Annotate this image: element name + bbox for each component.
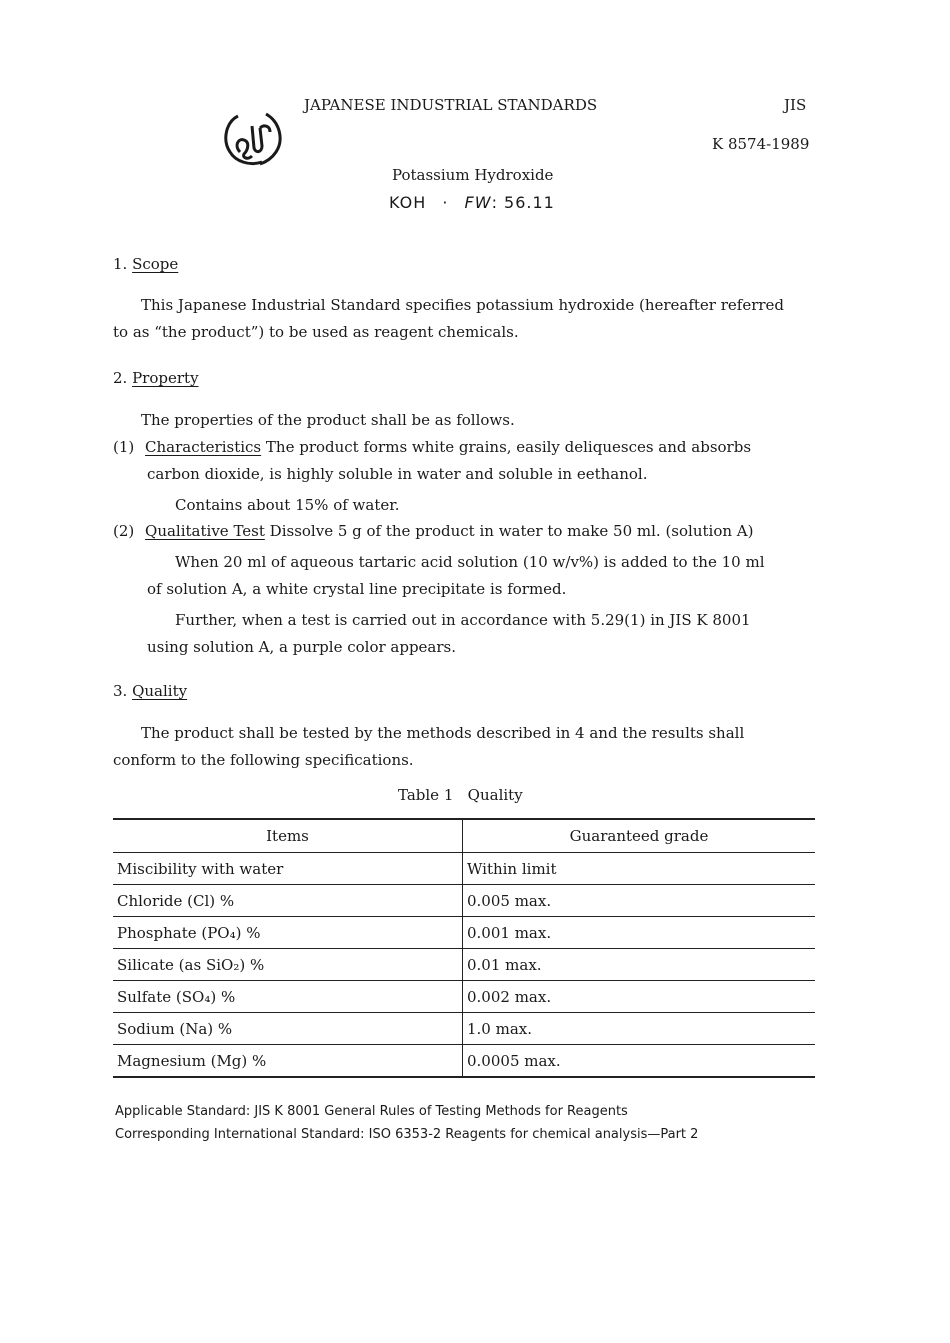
property-item-2-line-2: When 20 ml of aqueous tartaric acid solution (10 w/v%) is added to the 10 ml xyxy=(175,553,765,571)
fw-label: FW xyxy=(464,193,492,212)
item-cell: Silicate (as SiO₂) % xyxy=(113,949,463,981)
jis-label: JIS xyxy=(784,96,807,114)
scope-line-2: to as “the product”) to be used as reagent chemicals. xyxy=(113,323,519,341)
item-cell: Sodium (Na) % xyxy=(113,1013,463,1045)
property-item-1-line-3: Contains about 15% of water. xyxy=(175,496,400,514)
table-row xyxy=(113,1045,815,1078)
grade-cell: 0.0005 max. xyxy=(463,1045,816,1078)
formula-separator: · xyxy=(442,193,449,212)
item-label: Characteristics xyxy=(145,438,262,456)
table-caption: Table 1 Quality xyxy=(398,786,523,804)
item-cell: Magnesium (Mg) % xyxy=(113,1045,463,1078)
grade-cell: 0.002 max. xyxy=(463,981,816,1013)
applicable-standard: Applicable Standard: JIS K 8001 General Rules of Testing Methods for Reagents xyxy=(115,1104,628,1119)
table-row xyxy=(113,949,815,981)
org-title: JAPANESE INDUSTRIAL STANDARDS xyxy=(304,96,598,114)
grade-cell: 0.01 max. xyxy=(463,949,816,981)
table-row xyxy=(113,885,815,917)
item-text: Dissolve 5 g of the product in water to make 50 ml. (solution A) xyxy=(269,522,754,540)
table-row xyxy=(113,981,815,1013)
section-property-heading xyxy=(113,369,199,387)
property-intro: The properties of the product shall be as follows. xyxy=(141,411,515,429)
section-title: Scope xyxy=(132,255,179,273)
grade-cell: 0.005 max. xyxy=(463,885,816,917)
item-cell: Miscibility with water xyxy=(113,853,463,885)
item-number: (1) xyxy=(113,438,135,456)
fw-value: : 56.11 xyxy=(491,193,555,212)
section-title: Property xyxy=(132,369,199,387)
property-item-1 xyxy=(113,438,751,456)
grade-cell: 1.0 max. xyxy=(463,1013,816,1045)
item-cell: Phosphate (PO₄) % xyxy=(113,917,463,949)
chemical-formula xyxy=(389,193,555,212)
item-cell: Sulfate (SO₄) % xyxy=(113,981,463,1013)
property-item-2-line-3: of solution A, a white crystal line precipitate is formed. xyxy=(147,580,567,598)
grade-cell: Within limit xyxy=(463,853,816,885)
quality-line-2: conform to the following specifications. xyxy=(113,751,414,769)
item-cell: Chloride (Cl) % xyxy=(113,885,463,917)
section-title: Quality xyxy=(132,682,188,700)
table-row xyxy=(113,853,815,885)
grade-cell: 0.001 max. xyxy=(463,917,816,949)
section-number: 1. xyxy=(113,255,128,273)
item-label: Qualitative Test xyxy=(145,522,265,540)
quality-line-1: The product shall be tested by the methods described in 4 and the results shall xyxy=(141,724,745,742)
item-number: (2) xyxy=(113,522,135,540)
property-item-2-line-5: using solution A, a purple color appears. xyxy=(147,638,457,656)
section-scope-heading xyxy=(113,255,178,273)
table-row xyxy=(113,917,815,949)
section-number: 3. xyxy=(113,682,128,700)
header-guaranteed-grade: Guaranteed grade xyxy=(463,819,816,853)
section-quality-heading xyxy=(113,682,187,700)
section-number: 2. xyxy=(113,369,128,387)
formula-text: KOH xyxy=(389,193,427,212)
corresponding-standard: Corresponding International Standard: ISO 6353-2 Reagents for chemical analysis—Part 2 xyxy=(115,1127,699,1142)
product-name: Potassium Hydroxide xyxy=(392,166,554,184)
header-items: Items xyxy=(113,819,463,853)
property-item-2-line-4: Further, when a test is carried out in accordance with 5.29(1) in JIS K 8001 xyxy=(175,611,751,629)
standard-number: K 8574-1989 xyxy=(712,135,810,153)
scope-line-1: This Japanese Industrial Standard specifies potassium hydroxide (hereafter referred xyxy=(141,296,785,314)
property-item-1-line-2: carbon dioxide, is highly soluble in water and soluble in eethanol. xyxy=(147,465,648,483)
table-row xyxy=(113,1013,815,1045)
table-header-row xyxy=(113,819,815,853)
jis-logo-icon xyxy=(220,106,286,172)
item-text: The product forms white grains, easily deliquesces and absorbs xyxy=(265,438,752,456)
property-item-2 xyxy=(113,522,753,540)
quality-table xyxy=(113,818,815,1078)
